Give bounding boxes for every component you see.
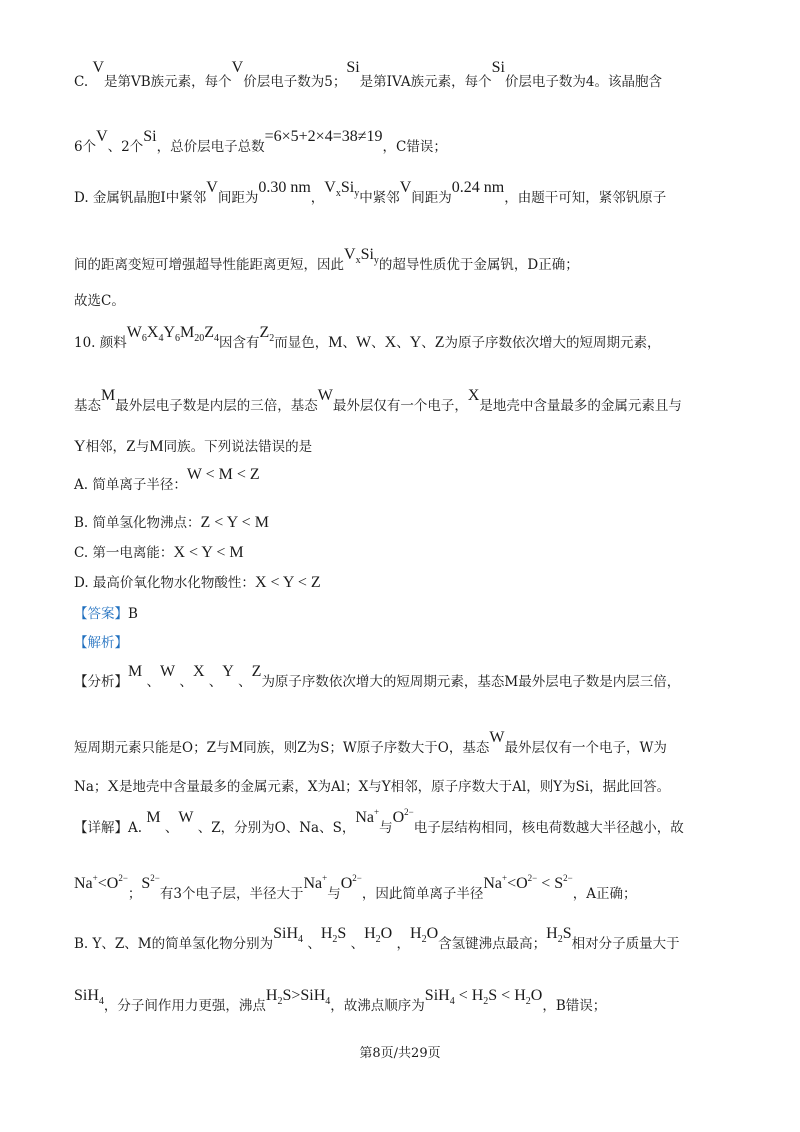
- detail-a-line-2: $Na^+<O^{2-}$；$S^{2-}$有3个电子层，半径大于Na+与$O^{2-}$，因此简单离子半径$Na^+<O^{2-} < S^{2-}$，A正确；: [74, 873, 637, 902]
- analysis-line-3: Na；X是地壳中含量最多的金属元素，X为Al；X与Y相邻，原子序数大于Al，则Y为Si，据此回答。: [74, 778, 671, 795]
- text-line-option-d: D. 金属钒晶胞I中紧邻V间距为0.30 nm，$V_xSi_y$中紧邻V间距为0.24 nm，由题干可知，紧邻钒原子: [74, 179, 667, 206]
- text-line-option-c: C. V是第VB族元素，每个V价层电子数为5；Si是第IVA族元素，每个Si价层电子数为4。该晶胞含: [74, 59, 663, 90]
- answer-label: 【答案】B: [74, 606, 138, 622]
- question-10-stem-3: Y相邻，Z与M同族。下列说法错误的是: [74, 438, 313, 455]
- question-10-stem: 10. 颜料$W_6X_4Y_6M_{20}Z_4$因含有$Z_2$而显色，M、W、X、Y、Z为原子序数依次增大的短周期元素，: [74, 324, 661, 351]
- analysis-line-1: 【分析】M 、W 、X 、Y 、Z为原子序数依次增大的短周期元素，基态M最外层电子数是内层三倍，: [74, 663, 681, 690]
- text-line-choose: 故选C。: [74, 293, 125, 309]
- text-line-superconduct: 间的距离变短可增强超导性能距离更短，因此$V_xSi_y$的超导性质优于金属钒，D正确；: [74, 246, 579, 273]
- option-a: A. 简单离子半径：W < M < Z: [74, 466, 260, 493]
- text-line-valence-total: 6个V、2个Si，总价层电子总数=6×5+2×4=38≠19，C错误；: [74, 128, 447, 155]
- option-c: C. 第一电离能：X < Y < M: [74, 544, 244, 561]
- analysis-line-2: 短周期元素只能是O；Z与M同族，则Z为S；W原子序数大于O，基态W最外层仅有一个电子，W为: [74, 729, 667, 756]
- detail-a-line-1: 【详解】A. M 、W 、Z，分别为O、Na、S，Na+与$O^{2-}$电子层结构相同，核电荷数越大半径越小，故: [74, 807, 684, 836]
- question-10-stem-2: 基态M最外层电子数是内层的三倍，基态W最外层仅有一个电子，X是地壳中含量最多的金属元素且与: [74, 387, 682, 414]
- analysis-label: 【解析】: [74, 635, 128, 651]
- option-d: D. 最高价氧化物水化物酸性：X < Y < Z: [74, 574, 321, 591]
- option-b: B. 简单氢化物沸点：Z < Y < M: [74, 514, 269, 531]
- page-footer: 第8页/共29页: [359, 1046, 441, 1061]
- detail-b-line-2: SiH$_4$，分子间作用力更强，沸点$H_2S>SiH_4$，故沸点顺序为$SiH_4 < H_2S < H_2O$，B错误；: [74, 987, 607, 1014]
- detail-b-line-1: B. Y、Z、M的简单氢化物分别为SiH$_4$ 、$H_2S$ 、$H_2O$ ，$H_2O$含氢键沸点最高；$H_2S$相对分子质量大于: [74, 925, 680, 952]
